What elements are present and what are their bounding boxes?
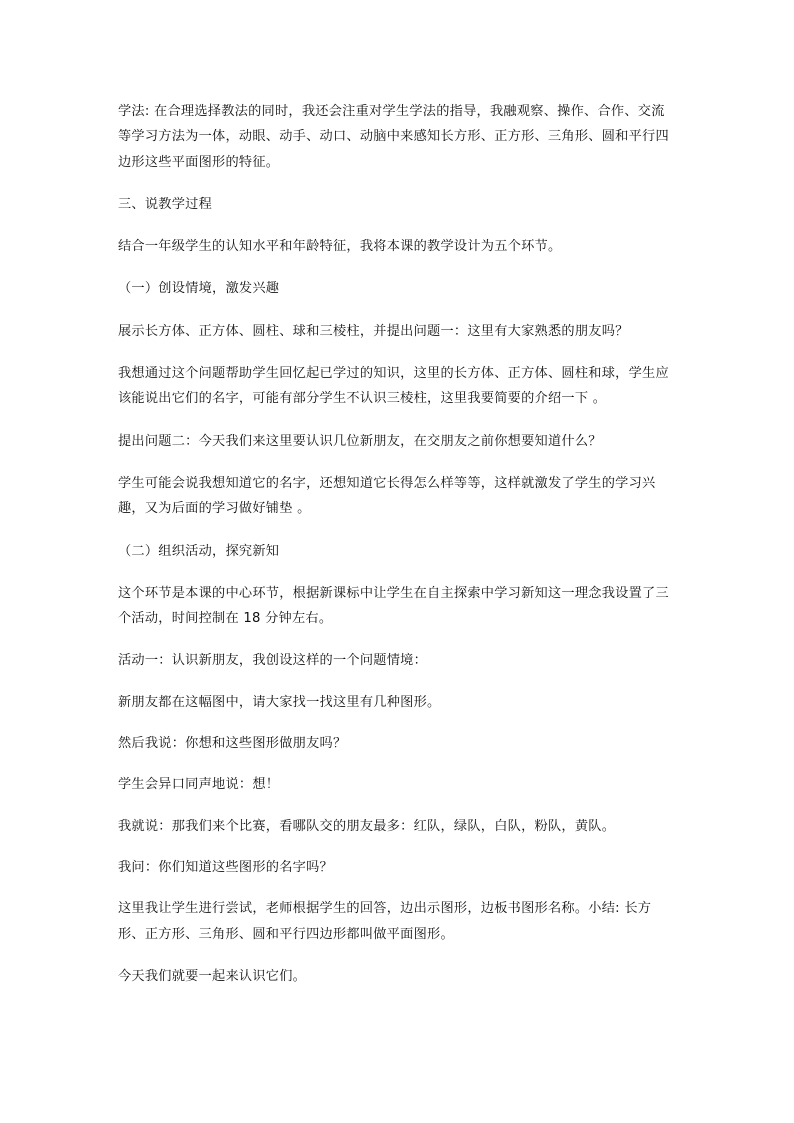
paragraph-closing: 今天我们就要一起来认识它们。 (118, 968, 307, 984)
paragraph-question-one: 展示长方体、正方体、圆柱、球和三棱柱，并提出问题一：这里有大家熟悉的朋友吗？ (118, 323, 629, 339)
paragraph-students-answer: 学生会异口同声地说：想！ (118, 777, 280, 793)
paragraph-question-two: 提出问题二：今天我们来这里要认识几位新朋友，在交朋友之前你想要知道什么？ (118, 433, 602, 449)
section-heading-teaching-process: 三、说教学过程 (118, 196, 213, 212)
paragraph-study-method: 学法: 在合理选择教法的同时，我还会注重对学生学法的指导，我融观察、操作、合作、交流等学习方法为一体，动眼、动手、动口、动脑中来感知长方形、正方形、三角形、圆和平行四边形这些平面图形的特征。 (118, 104, 669, 170)
paragraph-activity-one: 活动一：认识新朋友，我创设这样的一个问题情境： (118, 653, 428, 669)
paragraph-find-shapes: 新朋友都在这幅图中，请大家找一找这里有几种图形。 (118, 694, 441, 710)
paragraph-review: 我想通过这个问题帮助学生回忆起已学过的知识，这里的长方体、正方体、圆柱和球，学生应该能说出它们的名字，可能有部分学生不认识三棱柱，这里我要简要的介绍一下 。 (118, 366, 669, 407)
paragraph-competition: 我就说：那我们来个比赛，看哪队交的朋友最多：红队，绿队，白队，粉队，黄队。 (118, 818, 616, 834)
paragraph-summary: 这里我让学生进行尝试，老师根据学生的回答，边出示图形，边板书图形名称。小结: 长方形、正方形、三角形、圆和平行四边形都叫做平面图形。 (118, 901, 652, 942)
paragraph-core-section: 这个环节是本课的中心环节，根据新课标中让学生在自主探索中学习新知这一理念我设置了三个活动，时间控制在 18 分钟左右。 (118, 585, 669, 627)
paragraph-interest: 学生可能会说我想知道它的名字，还想知道它长得怎么样等等，这样就激发了学生的学习兴趣，又为后面的学习做好铺垫 。 (118, 475, 656, 517)
document-body (118, 99, 678, 1006)
paragraph-make-friends: 然后我说：你想和这些图形做朋友吗？ (118, 736, 347, 752)
subheading-activity: （二）组织活动，探究新知 (118, 543, 280, 559)
paragraph-ask-names: 我问：你们知道这些图形的名字吗？ (118, 859, 333, 875)
paragraph-intro: 结合一年级学生的认知水平和年龄特征，我将本课的教学设计为五个环节。 (118, 239, 562, 255)
subheading-situation: （一）创设情境，激发兴趣 (118, 281, 280, 297)
